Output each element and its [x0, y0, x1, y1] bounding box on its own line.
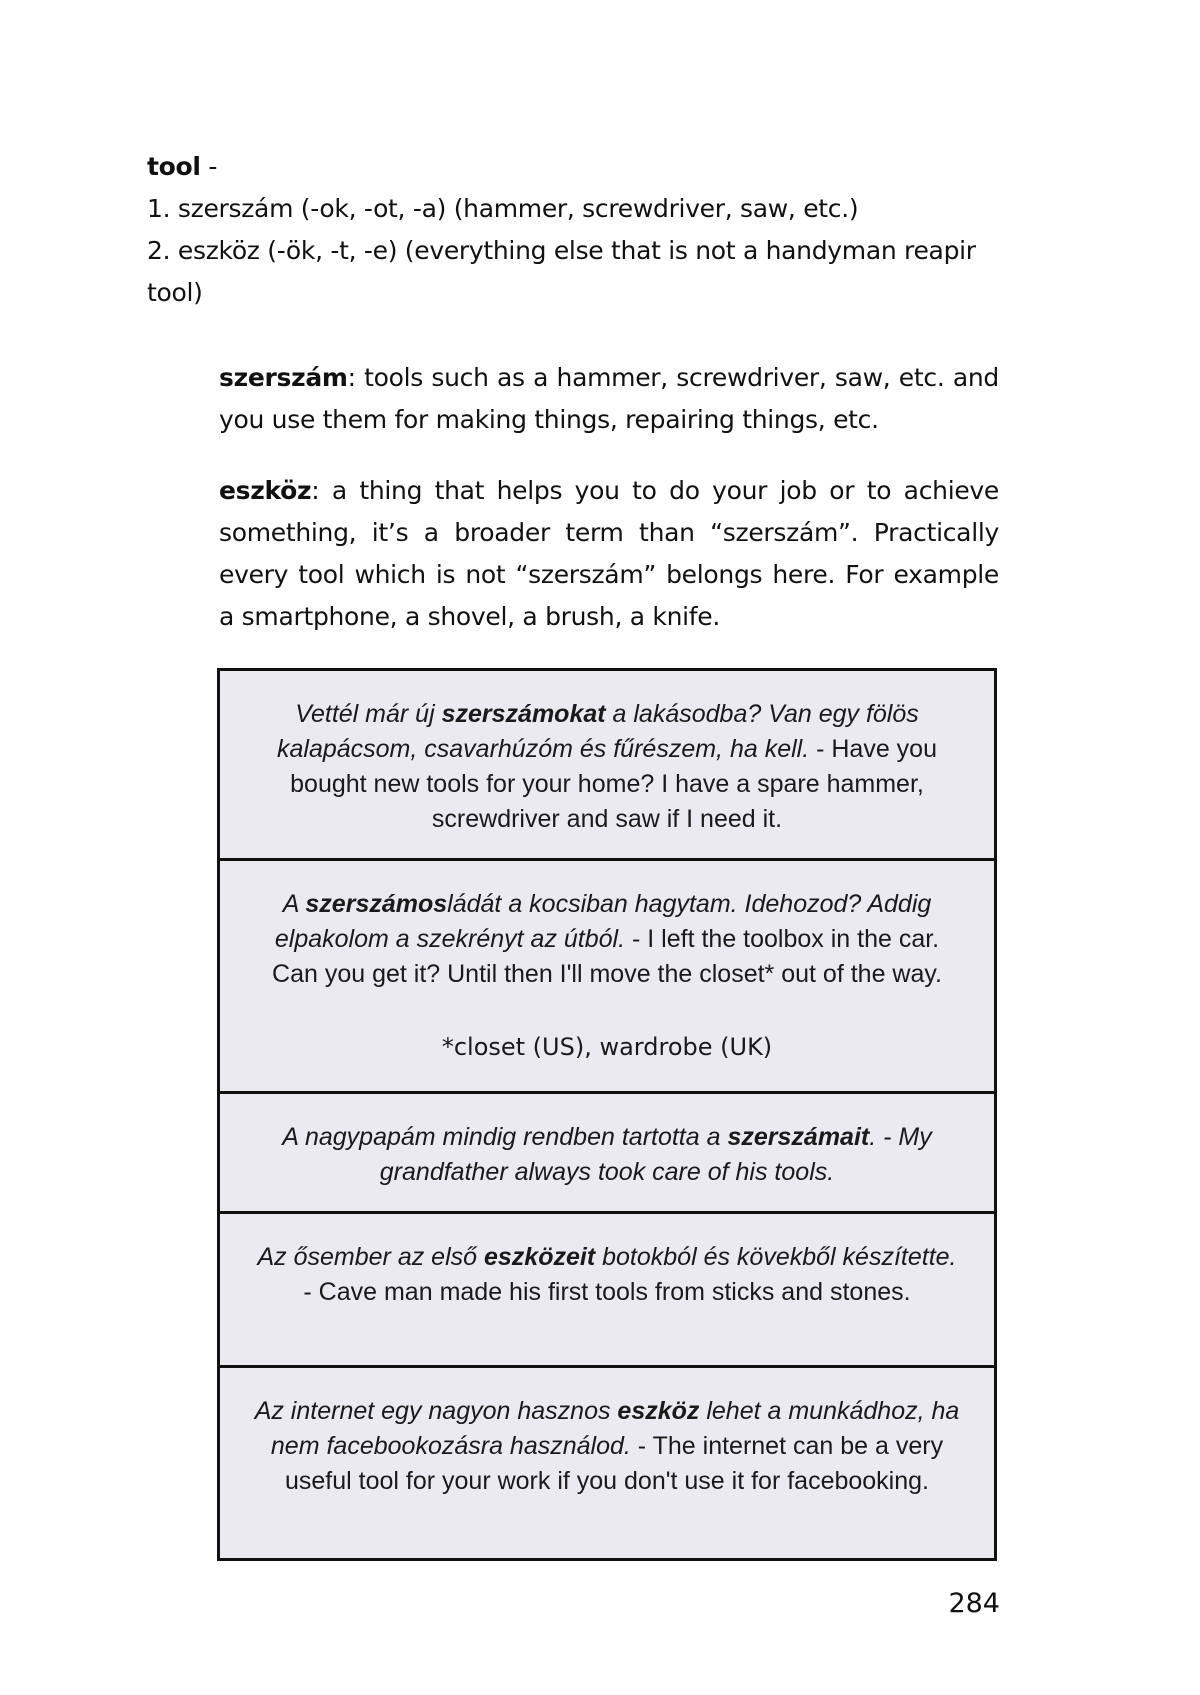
example-keyword: eszköz [617, 1397, 700, 1425]
example-italic: lehet a munkádhoz, ha nem facebookozásra használod. [270, 1397, 960, 1460]
example-translation: - Have you bought new tools for your home? I have a spare hammer, screwdriver and saw if I need it. [290, 735, 937, 833]
example-italic: Az internet egy nagyon hasznos [254, 1397, 618, 1425]
example-keyword: szerszámokat [441, 700, 606, 728]
example-cell [220, 1368, 994, 1558]
example-italic: Vettél már új [295, 700, 442, 728]
example-cell [220, 1214, 994, 1368]
definition-eszkoz [219, 470, 999, 638]
example-cell [220, 861, 994, 1094]
example-cell [220, 1094, 994, 1214]
example-italic: Az ősember az első [257, 1243, 484, 1271]
definition-text: : a thing that helps you to do your job or to achieve something, it’s a broader term than “szerszám”. Practically every tool which is not “szerszám” belongs here. For example a smartphone, a shovel, a brush, a knife. [219, 476, 999, 631]
headword-dash: - [200, 152, 218, 181]
example-italic: ládát a kocsiban hagytam. Idehozod? Addig elpakolom a szekrényt az útból. [274, 890, 932, 953]
headword: tool [147, 152, 201, 181]
examples-table [217, 668, 997, 1561]
example-translation: - Cave man made his first tools from sticks and stones. [303, 1278, 911, 1306]
example-keyword: eszközeit [484, 1243, 596, 1271]
sense-1: 1. szerszám (-ok, -ot, -a) (hammer, screwdriver, saw, etc.) [147, 194, 859, 223]
example-translation: - The internet can be a very useful tool for your work if you don't use it for facebooking. [284, 1432, 944, 1495]
example-translation: - I left the toolbox in the car. Can you get it? Until then I'll move the closet* out of the way. [272, 925, 942, 988]
entry-heading [147, 146, 1007, 188]
example-italic: a lakásodba? Van egy fölös kalapácsom, csavarhúzóm és fűrészem, ha kell. [276, 700, 919, 763]
example-italic: A [282, 890, 306, 918]
example-keyword: szerszámait [727, 1123, 870, 1151]
example-keyword: szerszámos [305, 890, 448, 918]
example-italic: A nagypapám mindig rendben tartotta a [282, 1123, 728, 1151]
example-italic: . - My grandfather always took care of his tools. [379, 1123, 932, 1186]
example-italic: botokból és kövekből készítette. [595, 1243, 957, 1271]
sense-2: 2. eszköz (-ök, -t, -e) (everything else that is not a handyman reapir tool) [147, 236, 976, 307]
example-cell [220, 671, 994, 861]
definition-term: szerszám [219, 363, 348, 392]
definition-term: eszköz [219, 476, 312, 505]
definition-szerszam [219, 357, 999, 441]
definition-text: : tools such as a hammer, screwdriver, saw, etc. and you use them for making things, repairing things, etc. [219, 363, 999, 434]
example-note: *closet (US), wardrobe (UK) [441, 1033, 773, 1061]
page-number: 284 [948, 1588, 1000, 1619]
dictionary-entry [147, 146, 1007, 314]
